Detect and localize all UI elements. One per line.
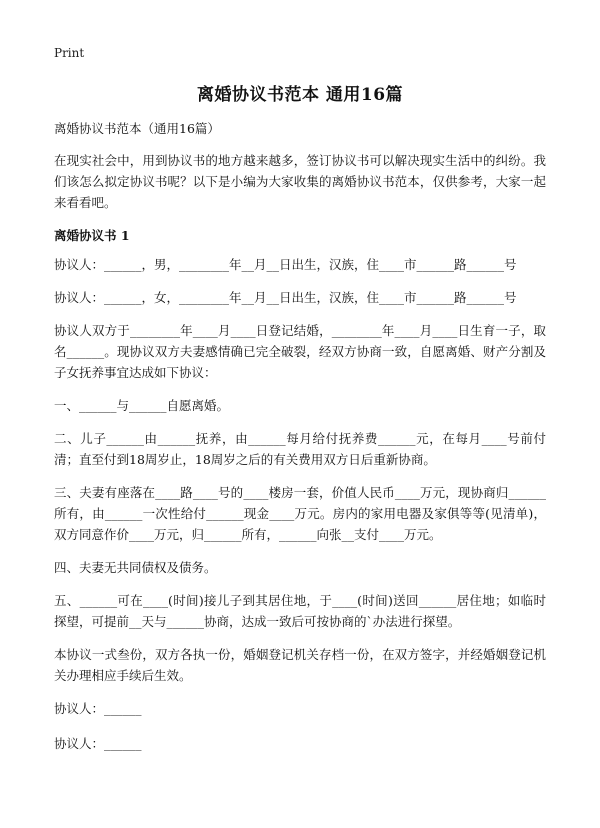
background-paragraph: 协议人双方于________年____月____日登记结婚，________年____月____日生育一子，取名______。现协议双方夫妻感情确已完全破裂，经双方协商一致，自愿离婚、财产分割及子女抚养事宜达成如下协议： bbox=[54, 323, 546, 380]
signature-line-two: 协议人：______ bbox=[54, 736, 142, 751]
clause-one: 一、______与______自愿离婚。 bbox=[54, 398, 230, 413]
section-heading: 离婚协议书 1 bbox=[54, 228, 130, 243]
closing-paragraph: 本协议一式叁份，双方各执一份，婚姻登记机关存档一份，在双方签字，并经婚姻登记机关办理相应手续后生效。 bbox=[54, 647, 546, 683]
intro-paragraph: 在现实社会中，用到协议书的地方越来越多，签订协议书可以解决现实生活中的纠纷。我们该怎么拟定协议书呢？以下是小编为大家收集的离婚协议书范本，仅供参考，大家一起来看看吧。 bbox=[54, 153, 546, 210]
clause-five: 五、______可在____(时间)接儿子到其居住地，于____(时间)送回______居住地；如临时探望，可提前__天与______协商，达成一致后可按协商的`办法进行探望。 bbox=[54, 593, 546, 629]
party-one-paragraph: 协议人：______，男，________年__月__日出生，汉族，住____市______路______号 bbox=[54, 257, 517, 272]
clause-two: 二、儿子______由______抚养，由______每月给付抚养费______元，在每月____号前付清；直至付到18周岁止，18周岁之后的有关费用双方日后重新协商。 bbox=[54, 431, 546, 467]
party-two-paragraph: 协议人：______，女，________年__月__日出生，汉族，住____市______路______号 bbox=[54, 290, 517, 305]
print-label[interactable]: Print bbox=[54, 46, 85, 60]
document-body bbox=[54, 118, 546, 768]
clause-three: 三、夫妻有座落在____路____号的____楼房一套，价值人民币____万元，现协商归______所有，由______一次性给付______现金____万元。房内的家用电器及家俱等等(见清单)，双方同意作价____万元，归______所有，______向张__支付____万元。 bbox=[54, 485, 546, 542]
page-title: 离婚协议书范本 通用16篇 bbox=[196, 85, 404, 105]
document-subtitle: 离婚协议书范本（通用16篇） bbox=[54, 121, 220, 136]
signature-line-one: 协议人：______ bbox=[54, 701, 142, 716]
clause-four: 四、夫妻无共同债权及债务。 bbox=[54, 560, 217, 575]
